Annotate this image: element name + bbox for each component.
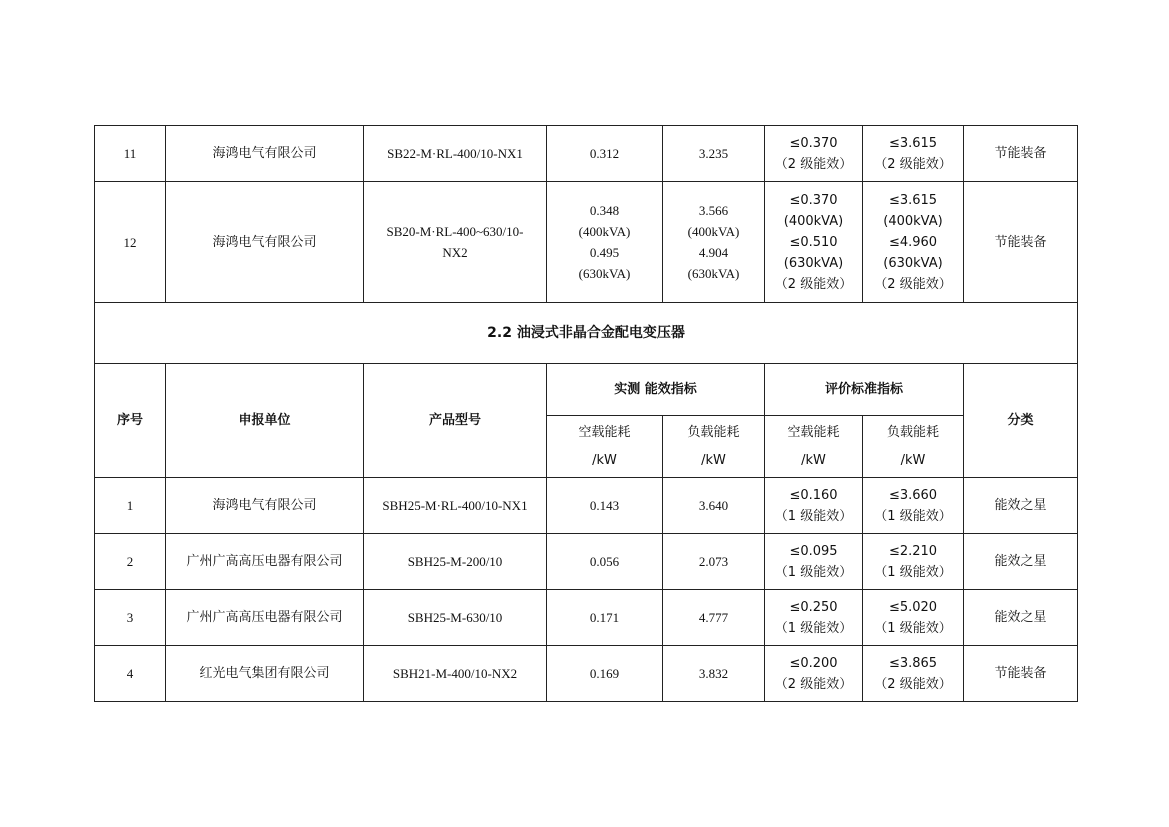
cell-line: ≤2.210 — [888, 543, 938, 559]
row-number: 4 — [95, 646, 166, 702]
cell-line: （2 级能效） — [774, 276, 853, 292]
header-no: 序号 — [95, 364, 166, 478]
cell-line: ≤5.020 — [888, 599, 938, 615]
cell-line: 3.235 — [698, 146, 729, 161]
table-row — [95, 126, 1078, 182]
product-model: SBH21-M-400/10-NX2 — [364, 646, 547, 702]
cell-line: （2 级能效） — [874, 156, 952, 172]
row-number: 11 — [95, 126, 166, 182]
standard-load — [863, 590, 964, 646]
cell-line: 0.169 — [589, 666, 620, 681]
measured-noload — [547, 646, 663, 702]
company-name: 海鸿电气有限公司 — [166, 182, 364, 303]
header-measured: 实测 能效指标 — [547, 364, 765, 416]
product-table — [94, 125, 1078, 702]
cell-line: (630kVA) — [578, 266, 631, 281]
cell-line: 0.143 — [589, 498, 620, 513]
cell-line: 4.904 — [698, 245, 729, 260]
cell-line: （2 级能效） — [874, 676, 952, 692]
product-model: SBH25-M-200/10 — [364, 534, 547, 590]
standard-noload — [765, 534, 863, 590]
cell-line: ≤0.370 — [789, 192, 838, 208]
cell-line: ≤0.250 — [789, 599, 838, 615]
subheader-measured-noload: 空载能耗 /kW — [547, 416, 663, 478]
standard-load — [863, 534, 964, 590]
standard-noload — [765, 182, 863, 303]
company-name: 海鸿电气有限公司 — [166, 478, 364, 534]
product-model: SBH25-M-630/10 — [364, 590, 547, 646]
cell-line: 0.171 — [589, 610, 620, 625]
measured-noload — [547, 182, 663, 303]
section-row — [95, 303, 1078, 364]
row-number: 3 — [95, 590, 166, 646]
cell-line: (400kVA) — [578, 224, 631, 239]
product-model: SB20-M·RL-400~630/10-NX2 — [364, 182, 547, 303]
cell-line: 4.777 — [698, 610, 729, 625]
standard-load — [863, 478, 964, 534]
header-company: 申报单位 — [166, 364, 364, 478]
measured-noload — [547, 590, 663, 646]
measured-load — [663, 182, 765, 303]
cell-line: ≤0.370 — [789, 135, 838, 151]
standard-load — [863, 182, 964, 303]
bottom-rows — [95, 478, 1078, 702]
measured-load — [663, 534, 765, 590]
measured-noload — [547, 126, 663, 182]
cell-line: ≤3.615 — [888, 192, 938, 208]
subheader-standard-load: 负载能耗 /kW — [863, 416, 964, 478]
table-row — [95, 646, 1078, 702]
cell-line: ≤3.660 — [888, 487, 938, 503]
standard-load — [863, 126, 964, 182]
measured-noload — [547, 478, 663, 534]
cell-line: （1 级能效） — [774, 508, 853, 524]
cell-line: （1 级能效） — [874, 620, 952, 636]
table-row — [95, 534, 1078, 590]
row-number: 1 — [95, 478, 166, 534]
cell-line: 3.566 — [698, 203, 729, 218]
company-name: 广州广高高压电器有限公司 — [166, 590, 364, 646]
cell-line: （1 级能效） — [874, 508, 952, 524]
cell-line: 0.495 — [589, 245, 620, 260]
company-name: 海鸿电气有限公司 — [166, 126, 364, 182]
header-model: 产品型号 — [364, 364, 547, 478]
table-row — [95, 590, 1078, 646]
row-number: 12 — [95, 182, 166, 303]
measured-load — [663, 646, 765, 702]
cell-line: （1 级能效） — [774, 620, 853, 636]
cell-line: （2 级能效） — [874, 276, 952, 292]
category: 能效之星 — [964, 590, 1078, 646]
measured-noload — [547, 534, 663, 590]
standard-noload — [765, 590, 863, 646]
cell-line: （1 级能效） — [774, 564, 853, 580]
cell-line: ≤3.865 — [888, 655, 938, 671]
cell-line: 2.073 — [698, 554, 729, 569]
standard-noload — [765, 478, 863, 534]
cell-line: ≤0.510 — [789, 234, 838, 250]
standard-noload — [765, 126, 863, 182]
category: 能效之星 — [964, 534, 1078, 590]
cell-line: (400kVA) — [687, 224, 740, 239]
standard-load — [863, 646, 964, 702]
measured-load — [663, 126, 765, 182]
table-row — [95, 478, 1078, 534]
company-name: 红光电气集团有限公司 — [166, 646, 364, 702]
product-model: SB22-M·RL-400/10-NX1 — [364, 126, 547, 182]
cell-line: ≤4.960 — [888, 234, 938, 250]
category: 节能装备 — [964, 646, 1078, 702]
cell-line: 0.056 — [589, 554, 620, 569]
table-row — [95, 182, 1078, 303]
cell-line: (630kVA) — [783, 255, 844, 271]
measured-load — [663, 590, 765, 646]
product-model: SBH25-M·RL-400/10-NX1 — [364, 478, 547, 534]
cell-line: ≤0.200 — [789, 655, 838, 671]
subheader-measured-load: 负载能耗 /kW — [663, 416, 765, 478]
cell-line: （1 级能效） — [874, 564, 952, 580]
cell-line: 3.640 — [698, 498, 729, 513]
section-title: 2.2 油浸式非晶合金配电变压器 — [95, 303, 1078, 364]
cell-line: 3.832 — [698, 666, 729, 681]
top-rows — [95, 126, 1078, 478]
cell-line: 0.312 — [589, 146, 620, 161]
subheader-standard-noload: 空载能耗 /kW — [765, 416, 863, 478]
measured-load — [663, 478, 765, 534]
cell-line: (400kVA) — [883, 213, 943, 229]
header-row — [95, 364, 1078, 416]
company-name: 广州广高高压电器有限公司 — [166, 534, 364, 590]
cell-line: ≤0.160 — [789, 487, 838, 503]
header-standard: 评价标准指标 — [765, 364, 964, 416]
cell-line: ≤0.095 — [789, 543, 838, 559]
row-number: 2 — [95, 534, 166, 590]
cell-line: （2 级能效） — [774, 676, 853, 692]
cell-line: (630kVA) — [883, 255, 943, 271]
cell-line: (400kVA) — [783, 213, 844, 229]
category: 节能装备 — [964, 182, 1078, 303]
category: 能效之星 — [964, 478, 1078, 534]
cell-line: (630kVA) — [687, 266, 740, 281]
standard-noload — [765, 646, 863, 702]
cell-line: 0.348 — [589, 203, 620, 218]
cell-line: ≤3.615 — [888, 135, 938, 151]
category: 节能装备 — [964, 126, 1078, 182]
header-category: 分类 — [964, 364, 1078, 478]
cell-line: （2 级能效） — [774, 156, 853, 172]
